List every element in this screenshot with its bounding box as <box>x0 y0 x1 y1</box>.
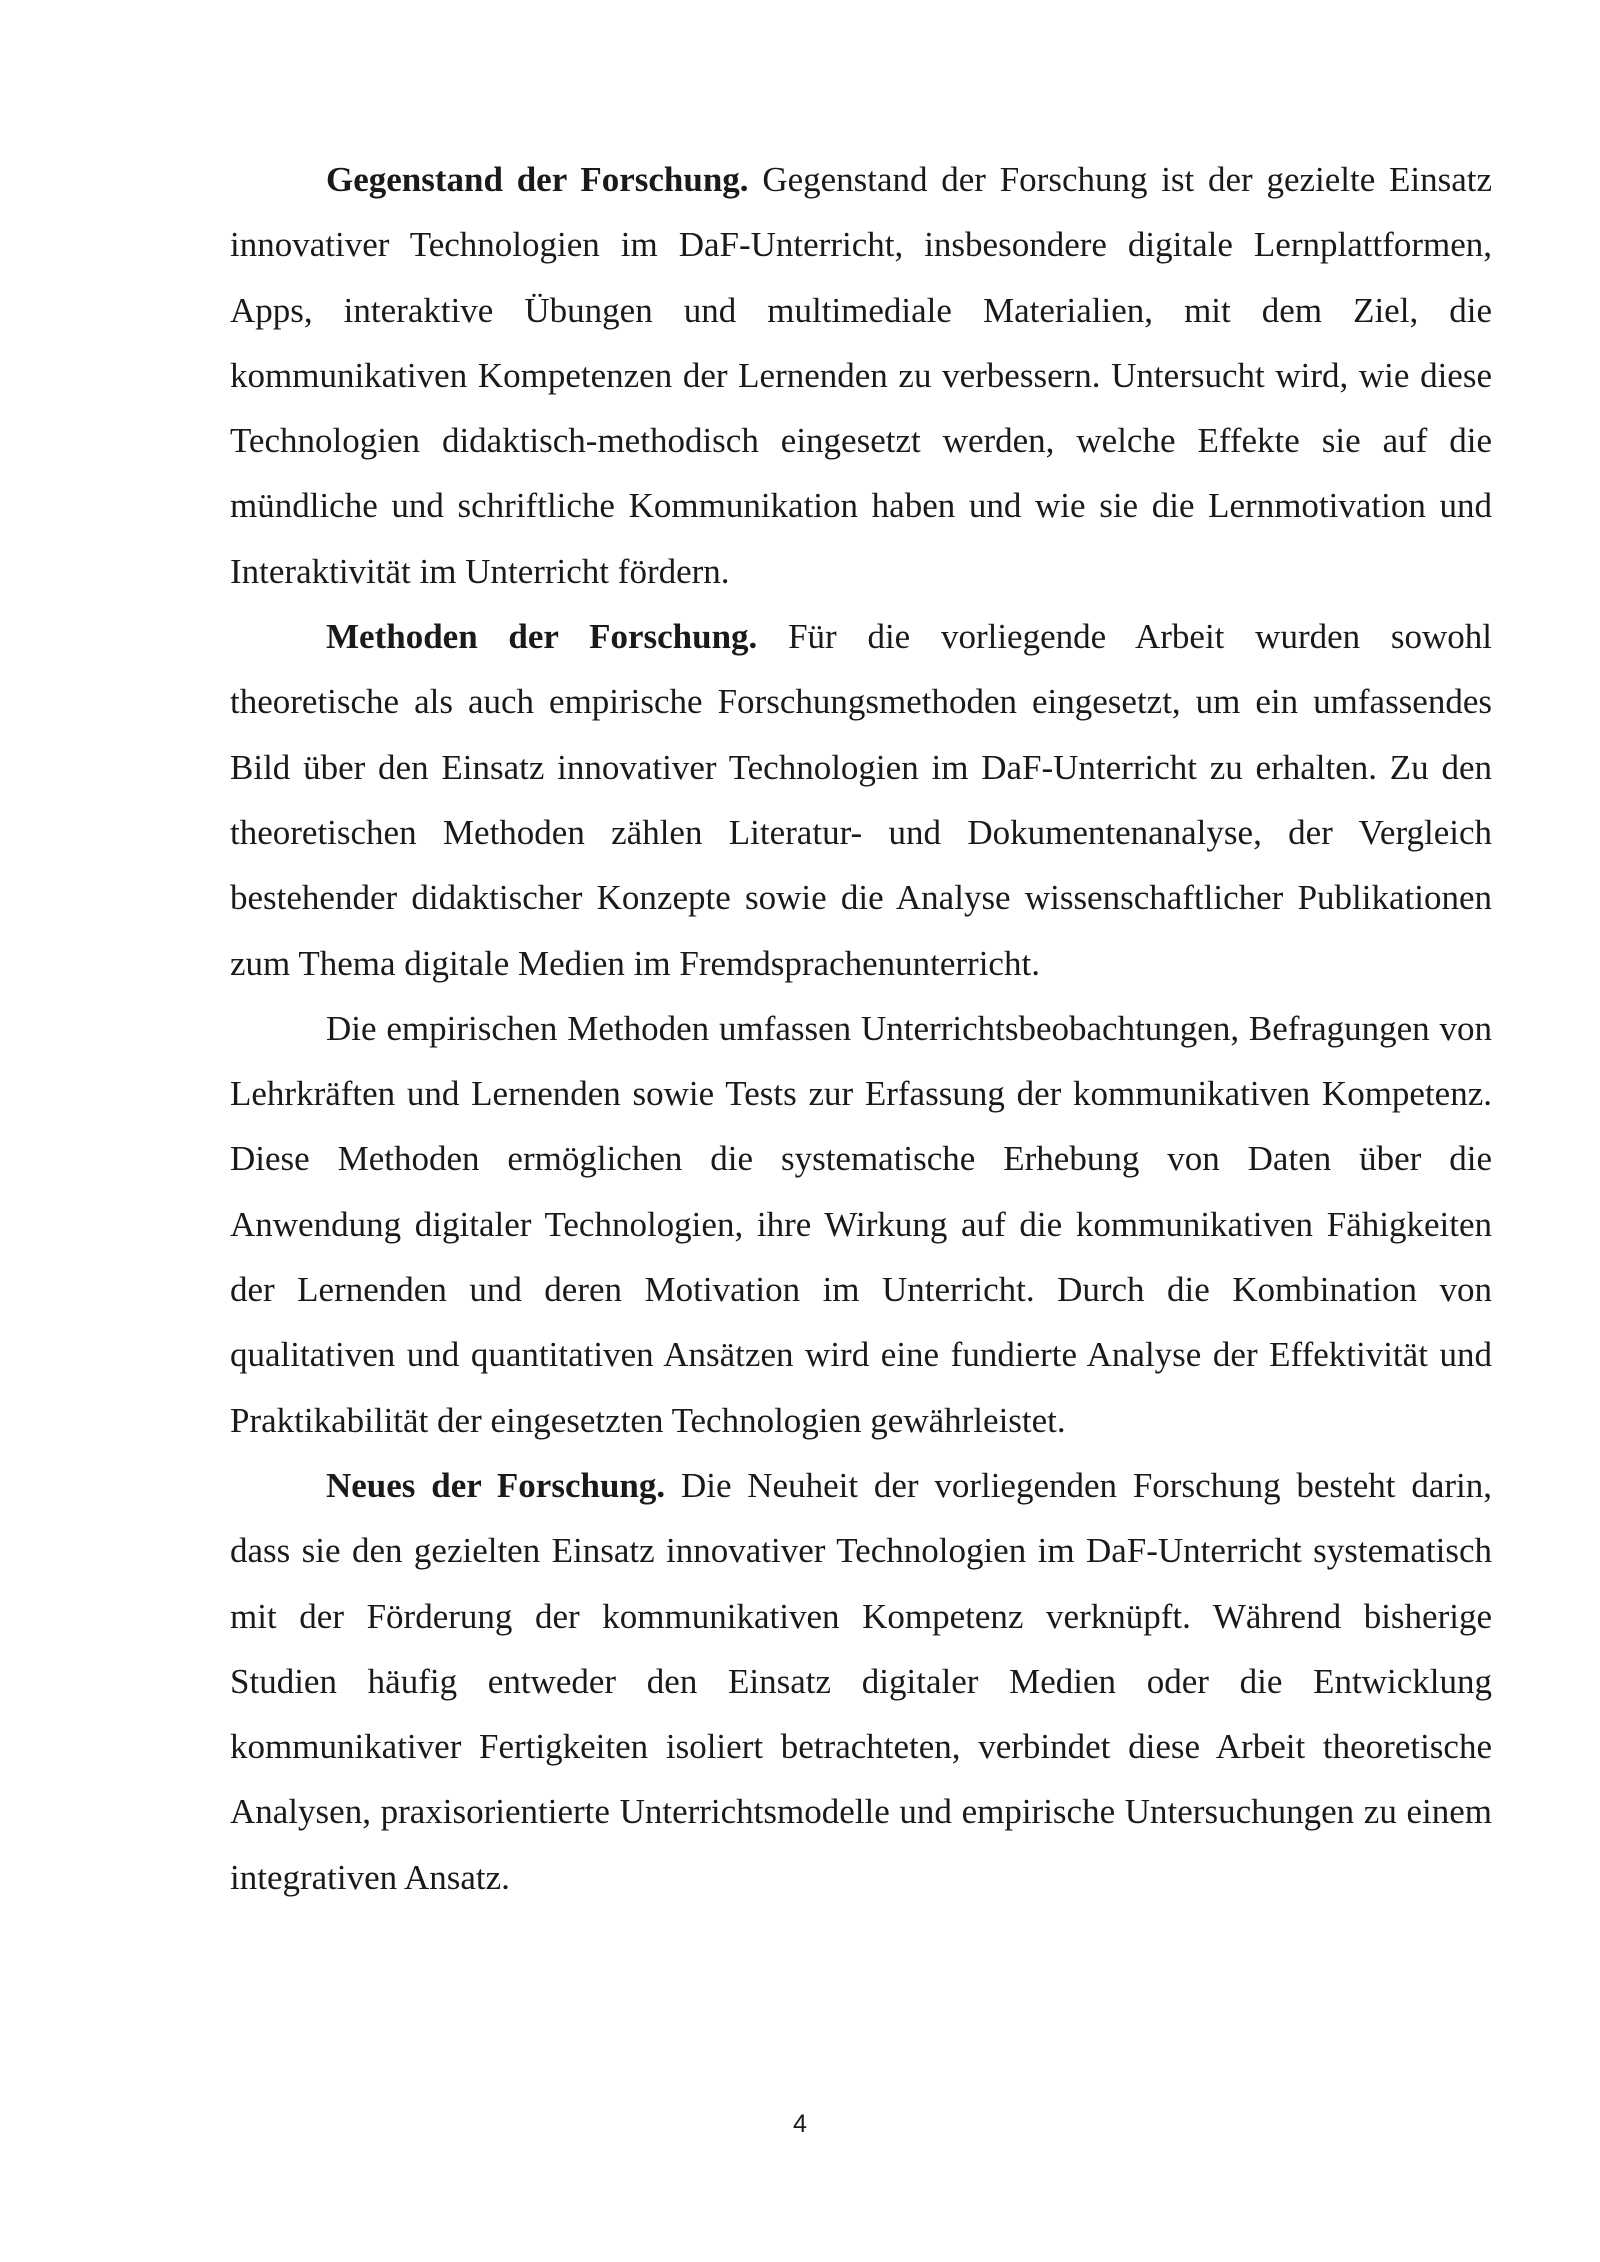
paragraph-heading: Neues der Forschung. <box>326 1465 666 1505</box>
paragraph-methoden <box>230 604 1492 996</box>
paragraph-empirische-methoden <box>230 996 1492 1453</box>
paragraph-gegenstand <box>230 147 1492 604</box>
paragraph-heading: Methoden der Forschung. <box>326 617 758 657</box>
paragraph-text: Die Neuheit der vorliegenden Forschung besteht darin, dass sie den gezielten Einsatz innovativer Technologien im DaF-Unterricht systematisch mit der Förderung der kommunikativen Kompetenz verknüpft. Während bisherige Studien häufig entweder den Einsatz digitaler Medien oder die Entwicklung kommunikativer Fertigkeiten isoliert betrachteten, verbindet diese Arbeit theoretische Analysen, praxisorientierte Unterrichtsmodelle und empirische Untersuchungen zu einem integrativen Ansatz. <box>230 1465 1492 1897</box>
paragraph-text: Gegenstand der Forschung ist der gezielte Einsatz innovativer Technologien im DaF-Unterricht, insbesondere digitale Lernplattformen, Apps, interaktive Übungen und multimediale Materialien, mit dem Ziel, die kommunikativen Kompetenzen der Lernenden zu verbessern. Untersucht wird, wie diese Technologien didaktisch-methodisch eingesetzt werden, welche Effekte sie auf die mündliche und schriftliche Kommunikation haben und wie sie die Lernmotivation und Interaktivität im Unterricht fördern. <box>230 160 1493 591</box>
paragraph-text: Für die vorliegende Arbeit wurden sowohl theoretische als auch empirische Forschungsmethoden eingesetzt, um ein umfassendes Bild über den Einsatz innovativer Technologien im DaF-Unterricht zu erhalten. Zu den theoretischen Methoden zählen Literatur- und Dokumentenanalyse, der Vergleich bestehender didaktischer Konzepte sowie die Analyse wissenschaftlicher Publikationen zum Thema digitale Medien im Fremdsprachenunterricht. <box>230 617 1493 983</box>
paragraph-text: Die empirischen Methoden umfassen Unterrichtsbeobachtungen, Befragungen von Lehrkräften und Lernenden sowie Tests zur Erfassung der kommunikativen Kompetenz. Diese Methoden ermöglichen die systematische Erhebung von Daten über die Anwendung digitaler Technologien, ihre Wirkung auf die kommunikativen Fähigkeiten der Lernenden und deren Motivation im Unterricht. Durch die Kombination von qualitativen und quantitativen Ansätzen wird eine fundierte Analyse der Effektivität und Praktikabilität der eingesetzten Technologien gewährleistet. <box>230 1008 1492 1440</box>
paragraph-heading: Gegenstand der Forschung. <box>326 160 749 199</box>
paragraph-neues <box>230 1453 1492 1910</box>
body-text <box>230 147 1492 1910</box>
page-number: 4 <box>793 2110 807 2138</box>
